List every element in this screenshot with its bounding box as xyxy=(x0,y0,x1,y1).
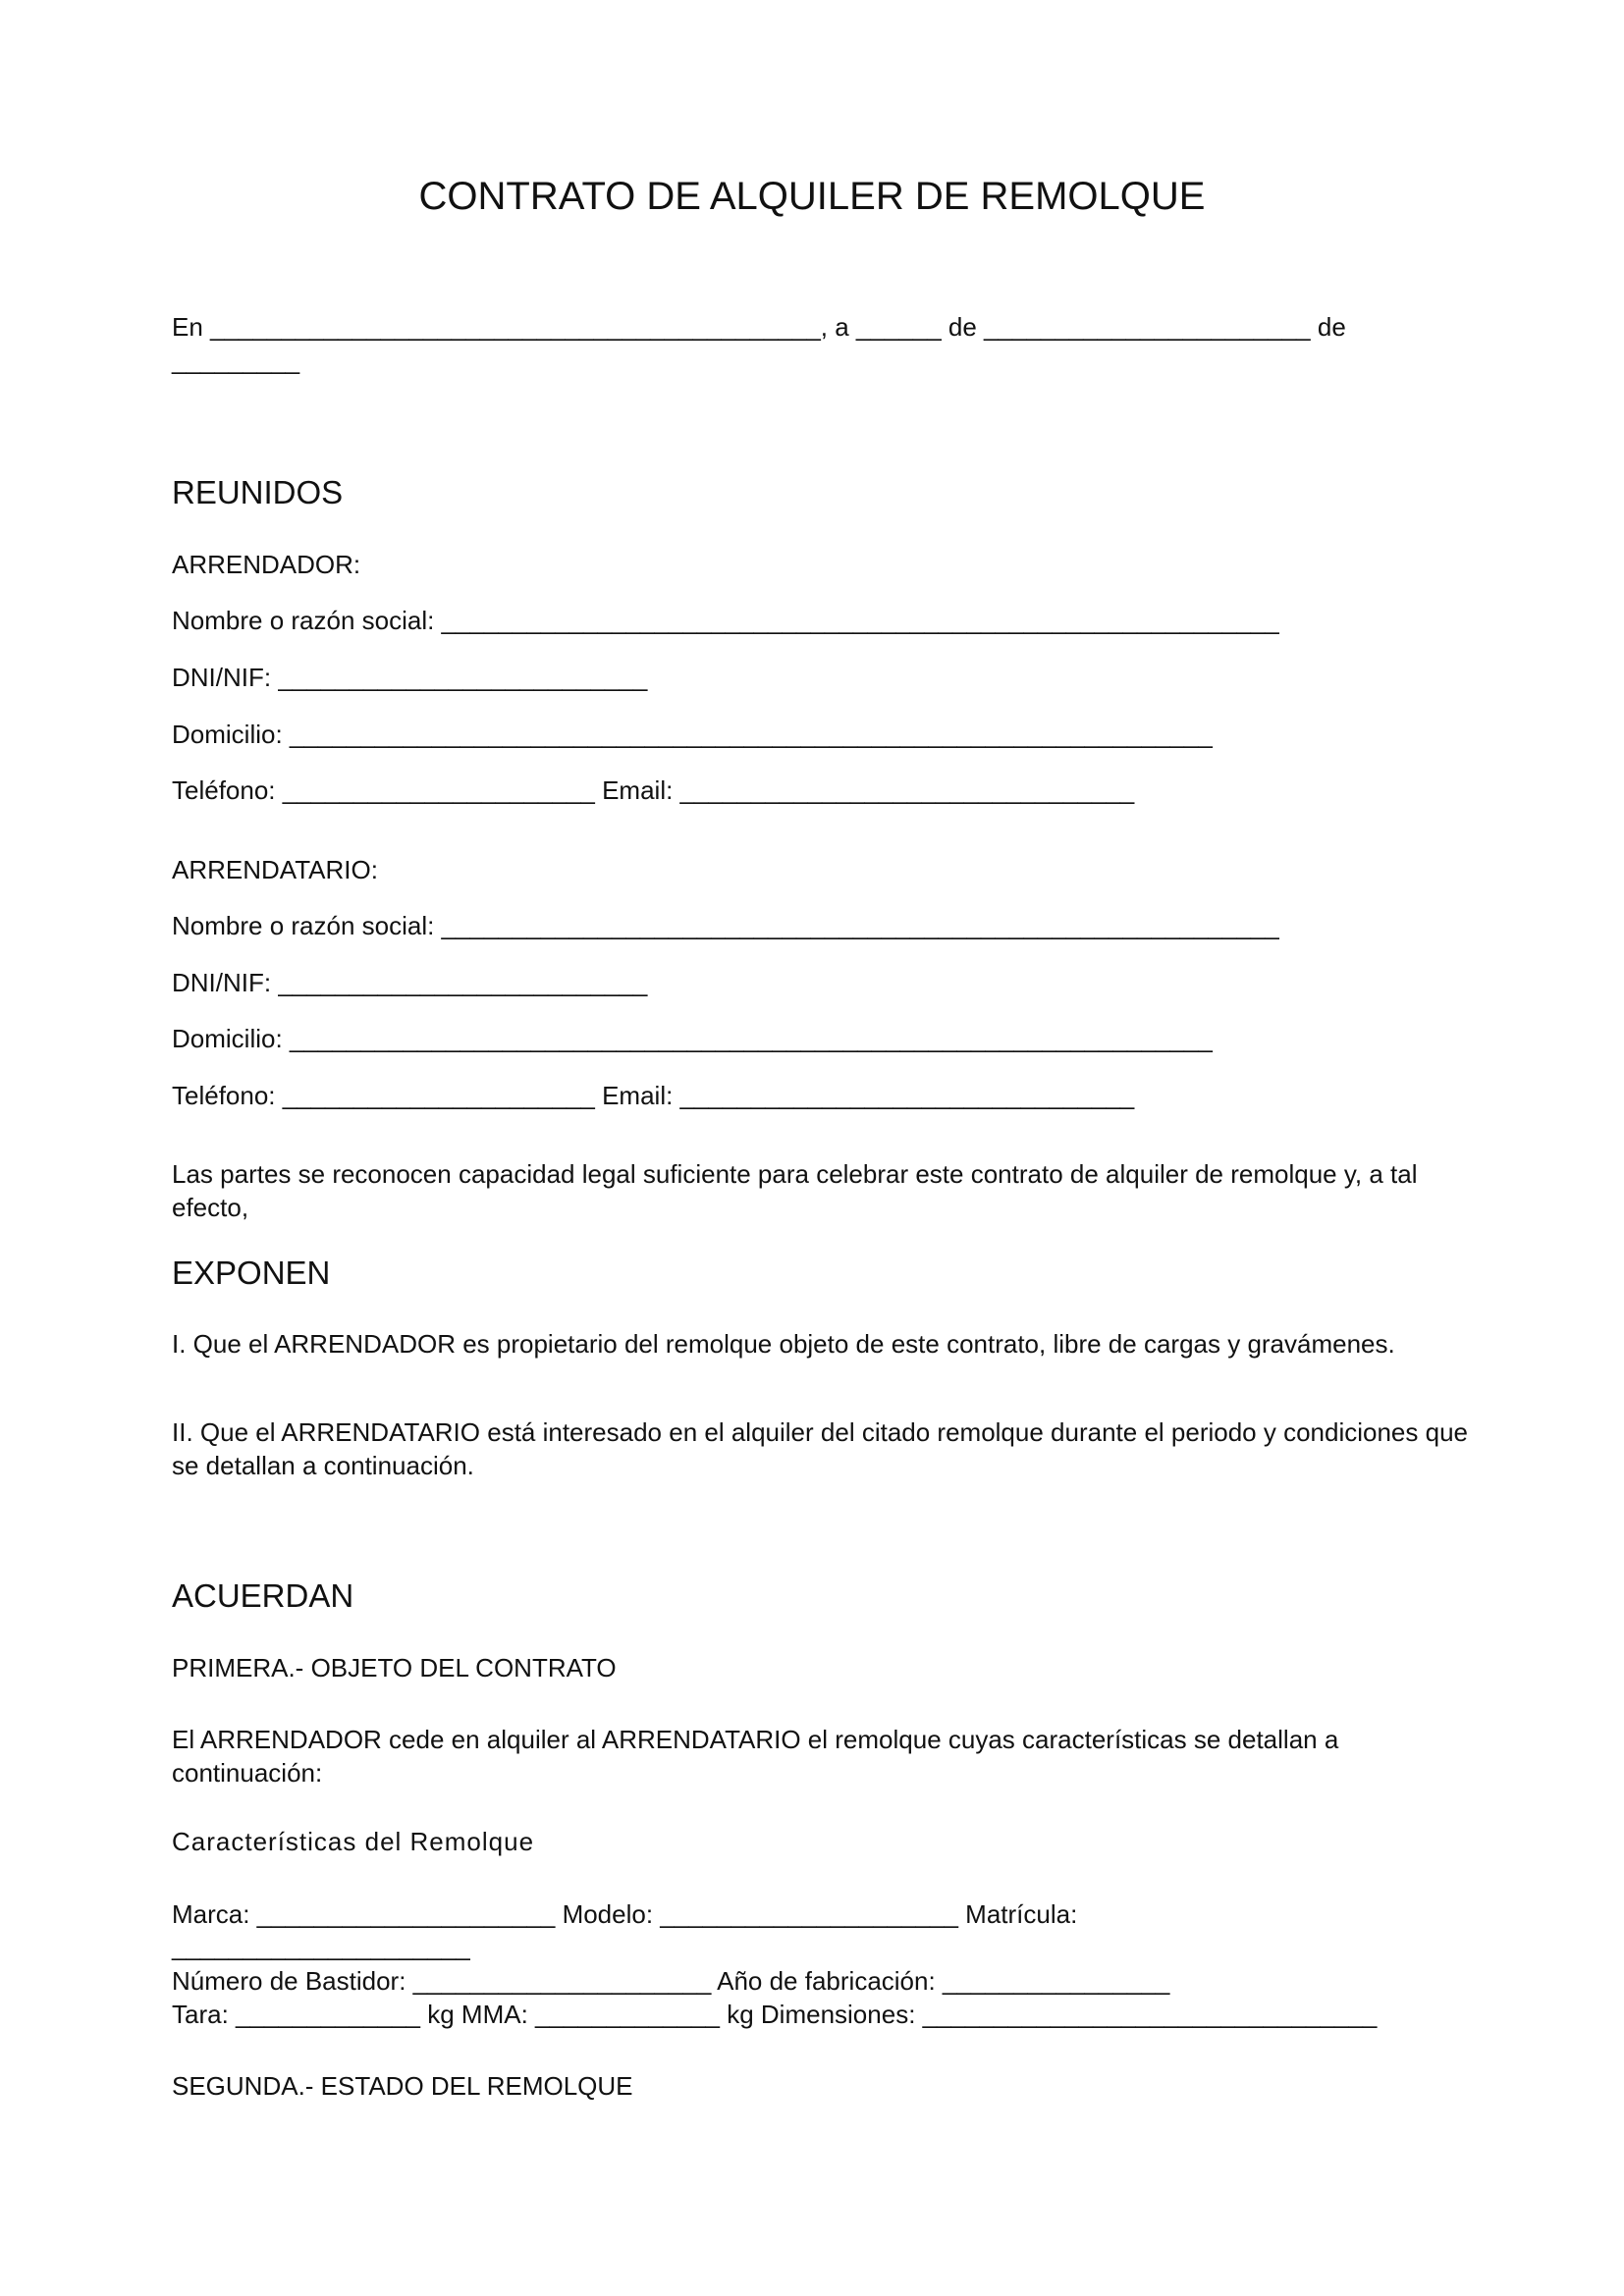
arrendatario-dni-field: DNI/NIF: __________________________ xyxy=(172,968,648,997)
arrendador-label: ARRENDADOR: xyxy=(172,550,361,579)
segunda-clause-title: SEGUNDA.- ESTADO DEL REMOLQUE xyxy=(172,2071,633,2101)
exponen-item-1: I. Que el ARRENDADOR es propietario del remolque objeto de este contrato, libre de cargas y gravámenes. xyxy=(172,1329,1395,1359)
arrendador-dni-field: DNI/NIF: __________________________ xyxy=(172,663,648,692)
marca-modelo-matricula-line: Marca: _____________________ Modelo: _____________________ Matrícula: xyxy=(172,1899,1078,1929)
acuerdan-heading: ACUERDAN xyxy=(172,1577,354,1614)
arrendador-domicilio-field: Domicilio: _________________________________________________________________ xyxy=(172,720,1213,749)
arrendatario-nombre-field: Nombre o razón social: ___________________________________________________________ xyxy=(172,911,1279,940)
document-title: CONTRATO DE ALQUILER DE REMOLQUE xyxy=(418,175,1206,218)
exponen-heading: EXPONEN xyxy=(172,1255,331,1291)
arrendador-telefono-email-field: Teléfono: ______________________ Email: ________________________________ xyxy=(172,775,1135,805)
caracteristicas-title: Características del Remolque xyxy=(172,1827,535,1856)
place-date-line: En ___________________________________________, a ______ de _______________________ de xyxy=(172,312,1346,342)
arrendatario-domicilio-field: Domicilio: _________________________________________________________________ xyxy=(172,1024,1213,1053)
matricula-continued-line: _____________________ xyxy=(172,1932,470,1961)
place-date-line-continued: _________ xyxy=(172,346,300,375)
primera-clause-title: PRIMERA.- OBJETO DEL CONTRATO xyxy=(172,1653,617,1682)
capacidad-paragraph: Las partes se reconocen capacidad legal suficiente para celebrar este contrato de alquiler de remolque y, a tal efecto, xyxy=(172,1159,1418,1222)
reunidos-heading: REUNIDOS xyxy=(172,474,344,510)
tara-mma-dimensiones-line: Tara: _____________ kg MMA: _____________ kg Dimensiones: ________________________________ xyxy=(172,2000,1378,2029)
arrendatario-label: ARRENDATARIO: xyxy=(172,855,378,884)
arrendador-nombre-field: Nombre o razón social: ___________________________________________________________ xyxy=(172,606,1279,635)
primera-clause-text: El ARRENDADOR cede en alquiler al ARRENDATARIO el remolque cuyas características se detallan a continuación: xyxy=(172,1725,1339,1788)
exponen-item-2: II. Que el ARRENDATARIO está interesado en el alquiler del citado remolque durante el periodo y condiciones que se detallan a continuación. xyxy=(172,1417,1468,1480)
bastidor-fabricacion-line: Número de Bastidor: _____________________ Año de fabricación: ________________ xyxy=(172,1966,1170,1996)
arrendatario-telefono-email-field: Teléfono: ______________________ Email: ________________________________ xyxy=(172,1081,1135,1110)
